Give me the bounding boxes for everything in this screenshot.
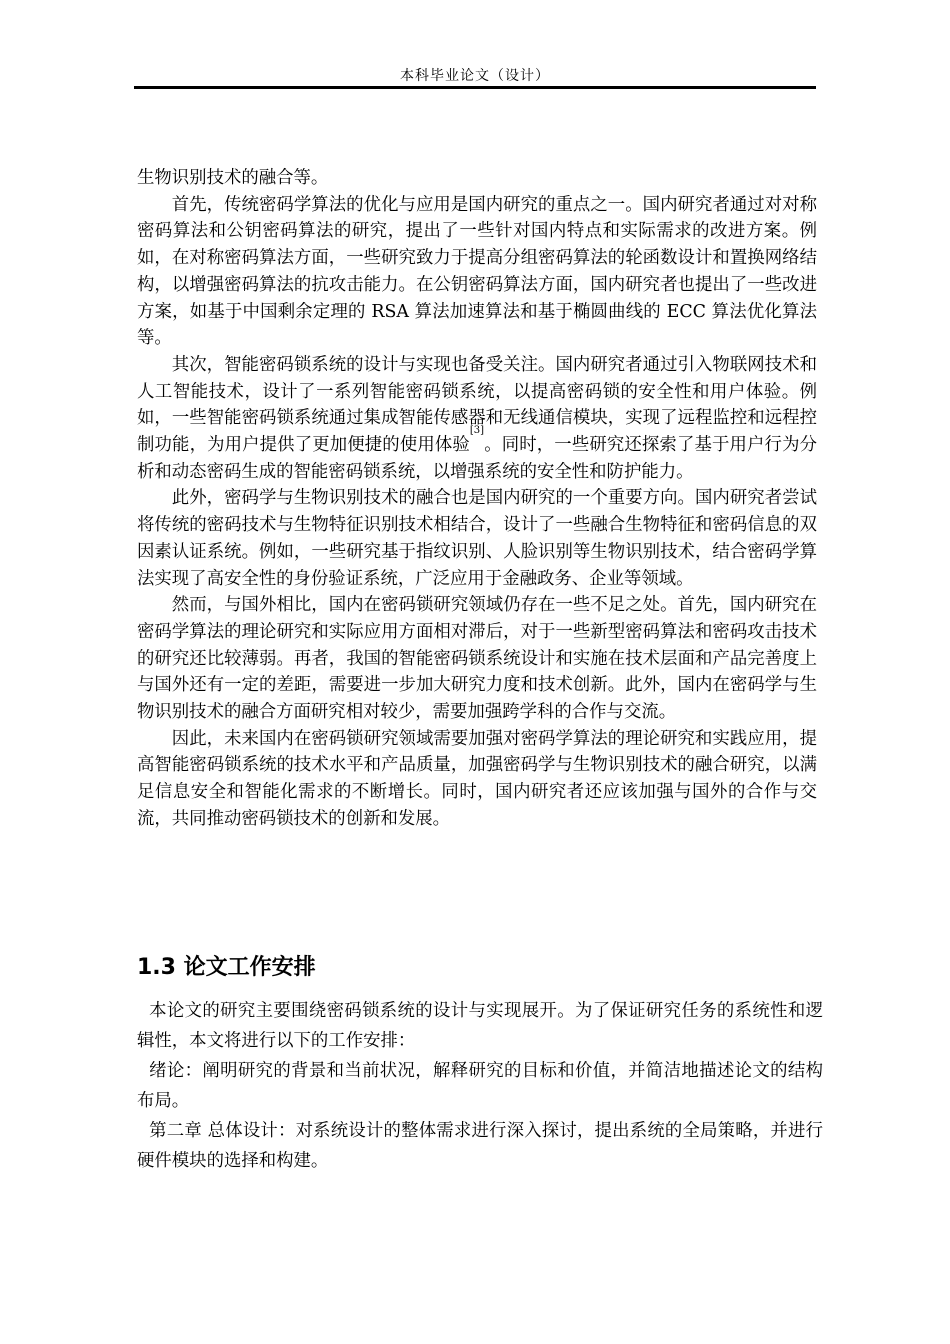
paragraph-algorithms: 首先，传统密码学算法的优化与应用是国内研究的重点之一。国内研究者通过对对称密码算法和公钥密码算法的研究，提出了一些针对国内特点和实际需求的改进方案。例如，在对称密码算法方面，一些研究致力于提高分组密码算法的轮函数设计和置换网络结构，以增强密码算法的抗攻击能力。在公钥密码算法方面，国内研究者也提出了一些改进方案，如基于中国剩余定理的 RSA 算法加速算法和基于椭圆曲线的 ECC 算法优化算法等。	[137, 194, 817, 349]
running-header: 本科毕业论文（设计）	[400, 68, 550, 84]
section-heading: 1.3 论文工作安排	[137, 955, 316, 980]
section-item-introduction: 绪论：阐明研究的背景和当前状况，解释研究的目标和价值，并简洁地描述论文的结构布局。	[137, 1061, 823, 1111]
citation-ref: [3]	[469, 425, 485, 437]
section-item-chapter2: 第二章 总体设计：对系统设计的整体需求进行深入探讨，提出系统的全局策略，并进行硬件模块的选择和构建。	[137, 1121, 823, 1171]
paragraph-smart-lock-text-cont: 。同时，一些研究还探索了基于用户行为分析和动态密码生成的智能密码锁系统，以增强系统的安全性和防护能力。	[137, 435, 817, 482]
paragraph-smart-lock-text: 其次，智能密码锁系统的设计与实现也备受关注。国内研究者通过引入物联网技术和人工智能技术，设计了一系列智能密码锁系统，以提高密码锁的安全性和用户体验。例如，一些智能密码锁系统通过集成智能传感器和无线通信模块，实现了远程监控和远程控制功能，为用户提供了更加便捷的使用体验	[137, 354, 817, 456]
section-body	[137, 996, 823, 1176]
paragraph-smart-lock	[137, 352, 817, 486]
paragraph-continuation: 生物识别技术的融合等。	[137, 168, 329, 188]
section-intro: 本论文的研究主要围绕密码锁系统的设计与实现展开。为了保证研究任务的系统性和逻辑性，本文将进行以下的工作安排：	[137, 1001, 823, 1051]
paragraph-future: 因此，未来国内在密码锁研究领域需要加强对密码学算法的理论研究和实践应用，提高智能密码锁系统的技术水平和产品质量，加强密码学与生物识别技术的融合研究，以满足信息安全和智能化需求的不断增长。同时，国内研究者还应该加强与国外的合作与交流，共同推动密码锁技术的创新和发展。	[137, 728, 817, 829]
header-rule	[134, 86, 816, 89]
paragraph-biometrics: 此外，密码学与生物识别技术的融合也是国内研究的一个重要方向。国内研究者尝试将传统的密码技术与生物特征识别技术相结合，设计了一些融合生物特征和密码信息的双因素认证系统。例如，一些研究基于指纹识别、人脸识别等生物识别技术，结合密码学算法实现了高安全性的身份验证系统，广泛应用于金融政务、企业等领域。	[137, 488, 817, 589]
paragraph-shortcomings: 然而，与国外相比，国内在密码锁研究领域仍存在一些不足之处。首先，国内研究在密码学算法的理论研究和实际应用方面相对滞后，对于一些新型密码算法和密码攻击技术的研究还比较薄弱。再者，我国的智能密码锁系统设计和实施在技术层面和产品完善度上与国外还有一定的差距，需要进一步加大研究力度和技术创新。此外，国内在密码学与生物识别技术的融合方面研究相对较少，需要加强跨学科的合作与交流。	[137, 595, 817, 723]
body-text	[137, 165, 817, 833]
